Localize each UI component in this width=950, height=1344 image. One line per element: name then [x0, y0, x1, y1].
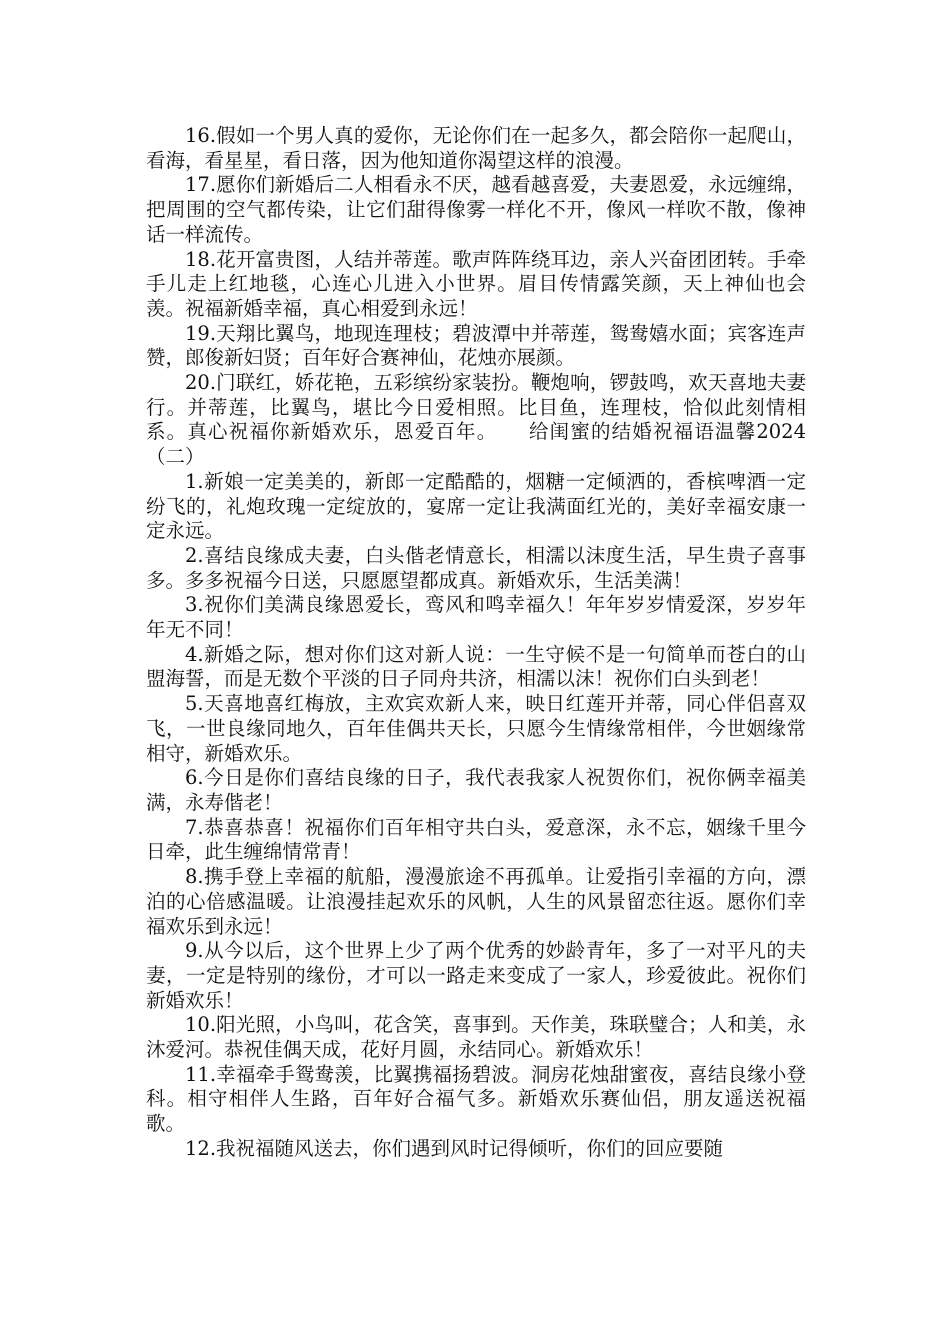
paragraph-8: 8.携手登上幸福的航船，漫漫旅途不再孤单。让爱指引幸福的方向，漂泊的心倍感温暖。让浪漫挂起欢乐的风帆，人生的风景留恋往返。愿你们幸福欢乐到永远！: [146, 865, 806, 938]
paragraph-4: 4.新婚之际，想对你们这对新人说：一生守候不是一句简单而苍白的山盟海誓，而是无数个平淡的日子同舟共济，相濡以沫！祝你们白头到老！: [146, 642, 806, 691]
paragraph-1: 1.新娘一定美美的，新郎一定酷酷的，烟糖一定倾洒的，香槟啤酒一定纷飞的，礼炮玫瑰一定绽放的，宴席一定让我满面红光的，美好幸福安康一定永远。: [146, 469, 806, 543]
paragraph-17: 17.愿你们新婚后二人相看永不厌，越看越喜爱，夫妻恩爱，永远缠绵，把周围的空气都传染，让它们甜得像雾一样化不开，像风一样吹不散，像神话一样流传。: [146, 173, 806, 246]
paragraph-7: 7.恭喜恭喜！祝福你们百年相守共白头，爱意深，永不忘，姻缘千里今日牵，此生缠绵情常青！: [146, 815, 806, 864]
paragraph-3: 3.祝你们美满良缘恩爱长，鸾风和鸣幸福久！年年岁岁情爱深，岁岁年年无不同！: [146, 593, 806, 642]
document-body: [146, 124, 806, 1162]
paragraph-20: 20.门联红，娇花艳，五彩缤纷家装扮。鞭炮响，锣鼓鸣，欢天喜地夫妻行。并蒂莲，比翼鸟，堪比今日爱相照。比目鱼，连理枝，恰似此刻情相系。真心祝福你新婚欢乐，恩爱百年。 给闺蜜的结婚祝福语温馨2024（二）: [146, 371, 806, 469]
paragraph-18: 18.花开富贵图，人结并蒂莲。歌声阵阵绕耳边，亲人兴奋团团转。手牵手儿走上红地毯，心连心儿进入小世界。眉目传情露笑颜，天上神仙也会羡。祝福新婚幸福，真心相爱到永远！: [146, 247, 806, 320]
paragraph-5: 5.天喜地喜红梅放，主欢宾欢新人来，映日红莲开并蒂，同心伴侣喜双飞，一世良缘同地久，百年佳偶共天长，只愿今生情缘常相伴，今世姻缘常相守，新婚欢乐。: [146, 692, 806, 765]
paragraph-12: 12.我祝福随风送去，你们遇到风时记得倾听，你们的回应要随: [185, 1136, 724, 1160]
paragraph-9: 9.从今以后，这个世界上少了两个优秀的妙龄青年，多了一对平凡的夫妻，一定是特别的缘份，才可以一路走来变成了一家人，珍爱彼此。祝你们新婚欢乐！: [146, 939, 806, 1012]
paragraph-10: 10.阳光照，小鸟叫，花含笑，喜事到。天作美，珠联璧合；人和美，永沐爱河。恭祝佳偶天成，花好月圆，永结同心。新婚欢乐！: [146, 1013, 806, 1062]
paragraph-16: 16.假如一个男人真的爱你，无论你们在一起多久，都会陪你一起爬山，看海，看星星，看日落，因为他知道你渴望这样的浪漫。: [146, 124, 806, 172]
paragraph-11: 11.幸福牵手鸳鸯羡，比翼携福扬碧波。洞房花烛甜蜜夜，喜结良缘小登科。相守相伴人生路，百年好合福气多。新婚欢乐赛仙侣，朋友遥送祝福歌。: [146, 1062, 806, 1136]
paragraph-6: 6.今日是你们喜结良缘的日子，我代表我家人祝贺你们，祝你俩幸福美满，永寿偕老！: [146, 766, 806, 814]
paragraph-19: 19.天翔比翼鸟，地现连理枝；碧波潭中并蒂莲，鸳鸯嬉水面；宾客连声赞，郎俊新妇贤；百年好合赛神仙，花烛亦展颜。: [146, 321, 806, 370]
paragraph-2: 2.喜结良缘成夫妻，白头偕老情意长，相濡以沫度生活，早生贵子喜事多。多多祝福今日送，只愿愿望都成真。新婚欢乐，生活美满！: [146, 543, 806, 592]
